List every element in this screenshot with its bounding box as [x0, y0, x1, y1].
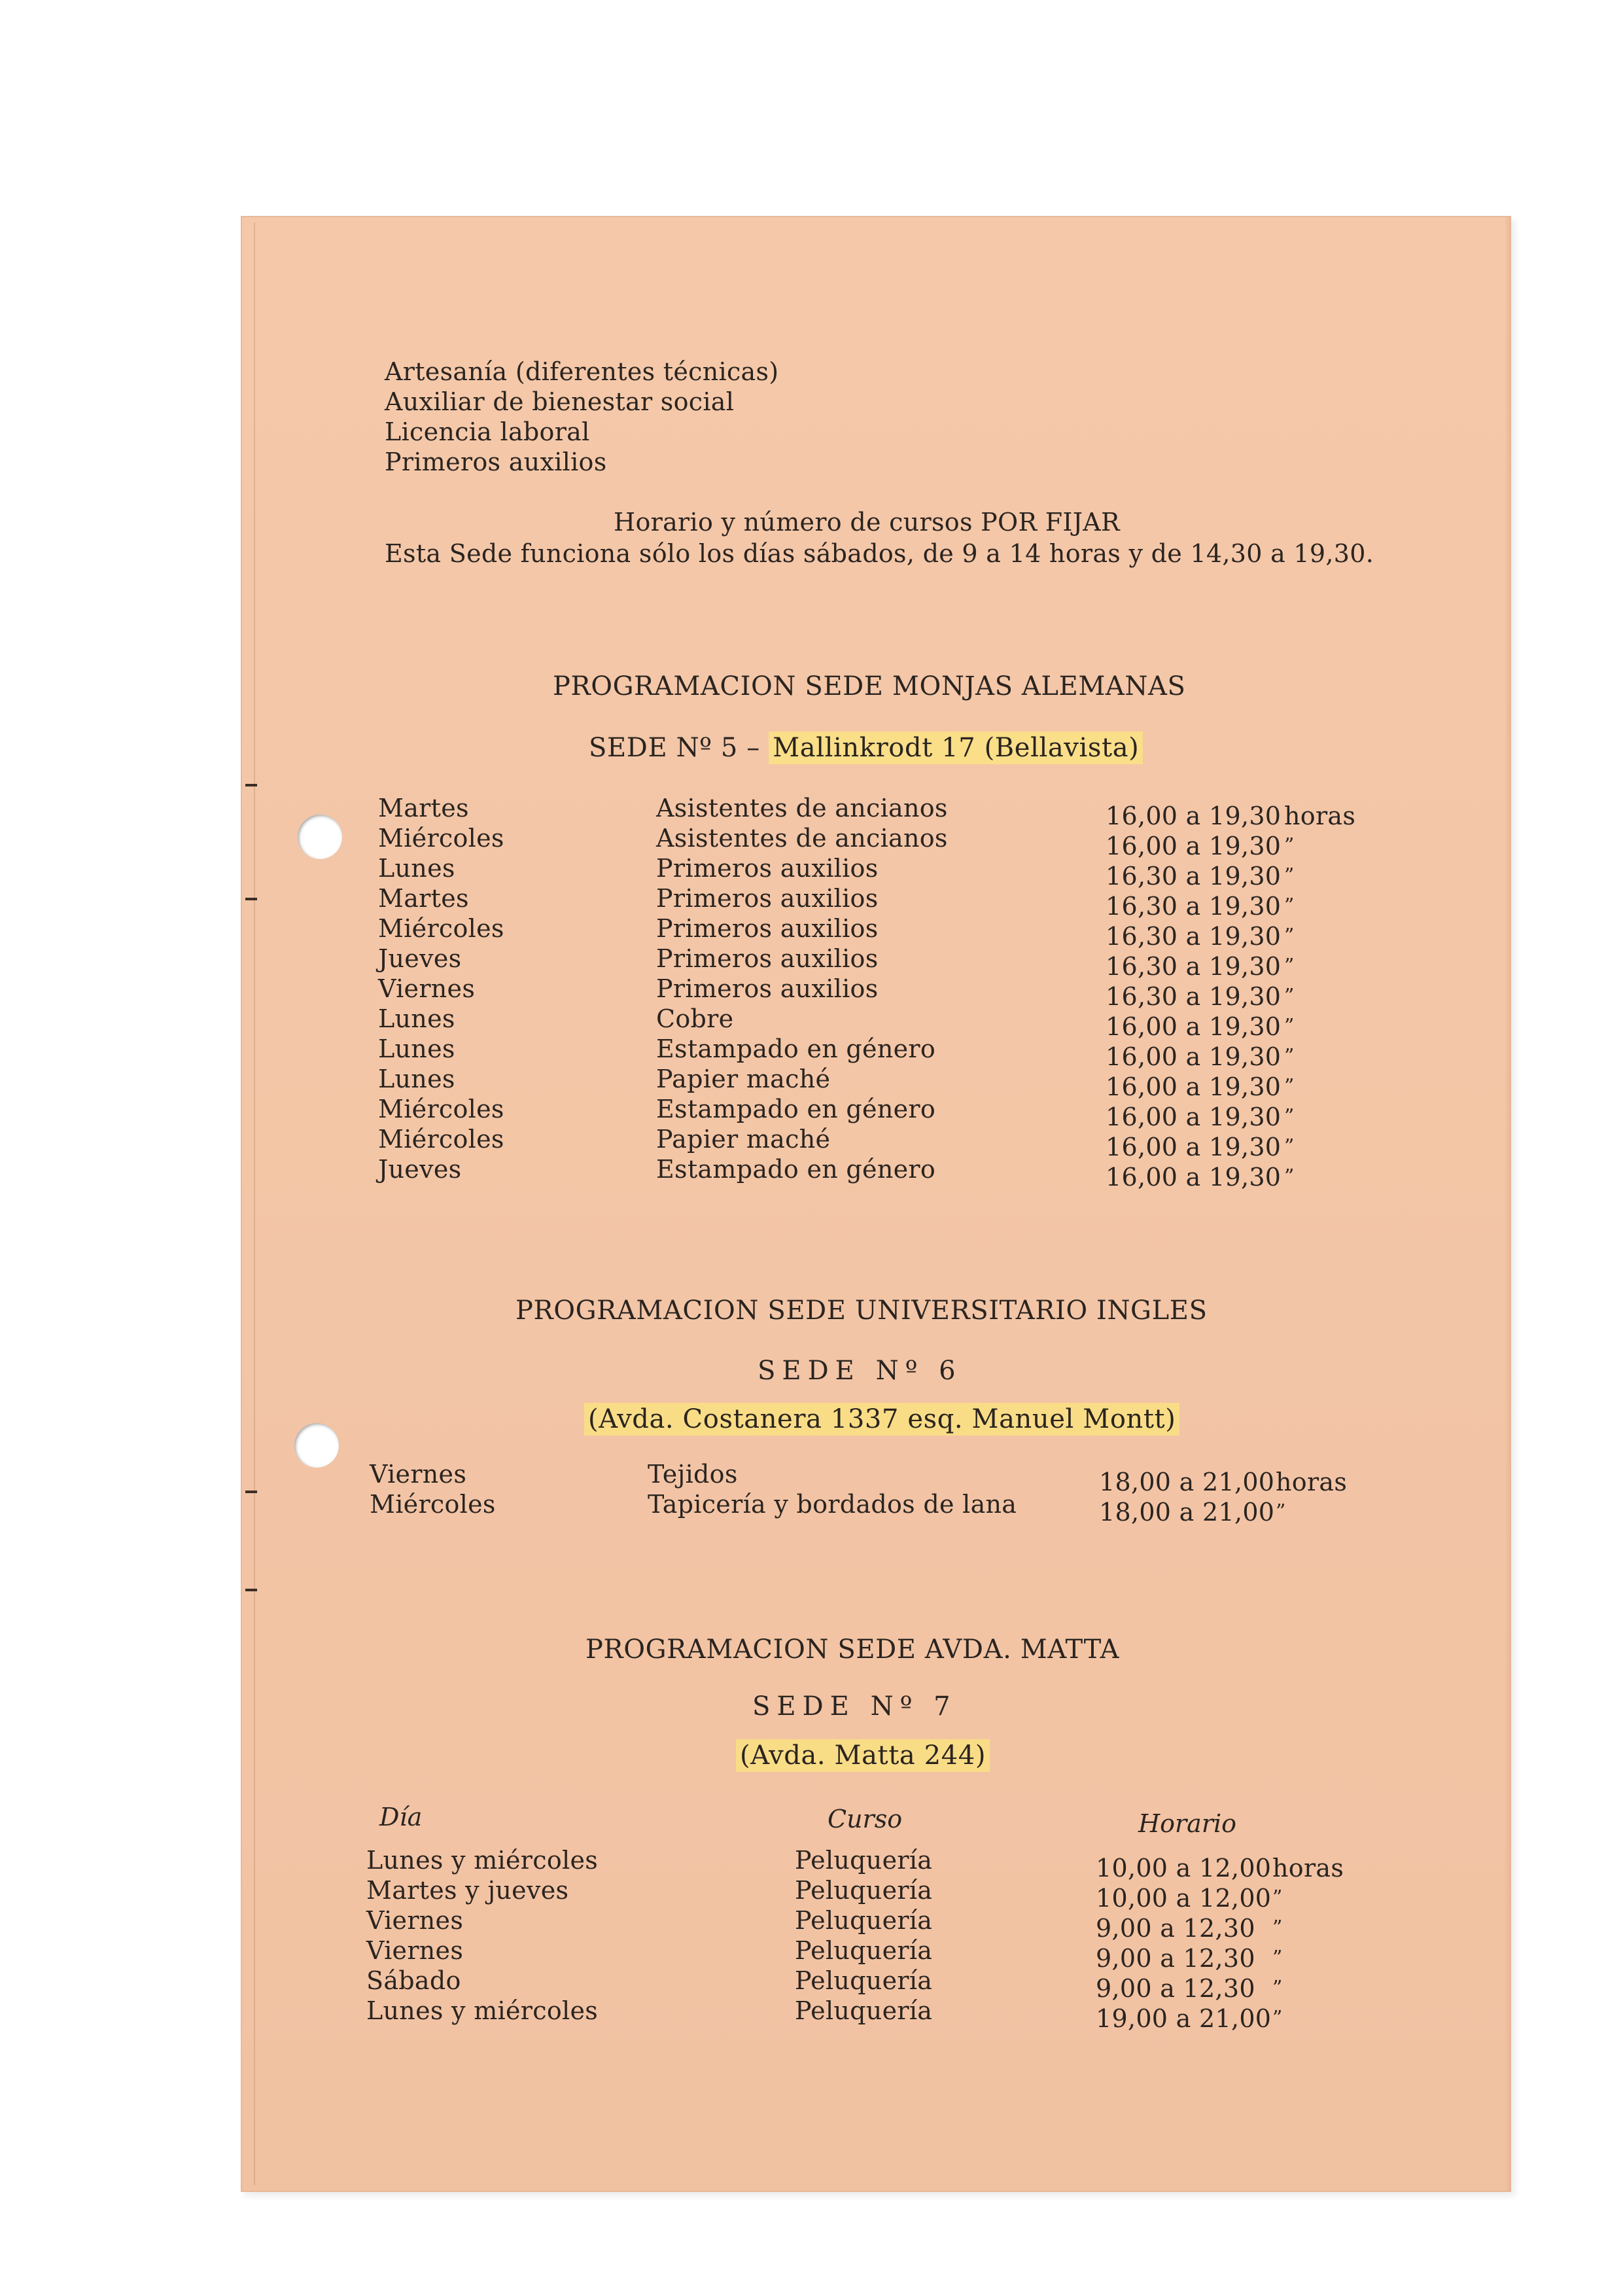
sede6-unit: horas — [1276, 1468, 1348, 1496]
sede6-number: SEDE Nº 6 — [758, 1356, 962, 1386]
sede5-time: 16,30 a 19,30 — [1106, 922, 1282, 951]
sede5-unit: ” — [1284, 1135, 1295, 1158]
sede5-unit: ” — [1284, 894, 1295, 917]
sede5-unit: ” — [1284, 864, 1295, 887]
intro-note: Horario y número de cursos POR FIJAR — [614, 508, 1120, 537]
sede7-unit: ” — [1272, 1886, 1283, 1909]
intro-item: Artesanía (diferentes técnicas) — [385, 357, 779, 386]
sede6-unit: ” — [1276, 1500, 1286, 1523]
sede7-day: Sábado — [366, 1966, 461, 1995]
sede5-day: Miércoles — [378, 824, 504, 853]
sede5-course: Cobre — [656, 1004, 734, 1033]
sede5-number — [589, 733, 1143, 763]
sede5-day: Lunes — [378, 1004, 455, 1033]
sede5-unit: ” — [1284, 1045, 1295, 1068]
sede7-time: 9,00 a 12,30 — [1096, 1974, 1255, 2003]
sede7-unit: horas — [1272, 1854, 1344, 1882]
sede6-address: (Avda. Costanera 1337 esq. Manuel Montt) — [584, 1403, 1179, 1436]
sede7-header-day: Día — [379, 1803, 423, 1831]
sede5-title: PROGRAMACION SEDE MONJAS ALEMANAS — [553, 671, 1186, 701]
sede7-course: Peluquería — [795, 1936, 933, 1965]
sede7-time: 9,00 a 12,30 — [1096, 1914, 1255, 1943]
sede7-day: Martes y jueves — [366, 1876, 569, 1905]
sede5-time: 16,00 a 19,30 — [1106, 1163, 1282, 1192]
sede5-unit: ” — [1284, 985, 1295, 1008]
sede5-course: Primeros auxilios — [656, 854, 879, 883]
binding-margin — [254, 222, 255, 2185]
sede5-day: Lunes — [378, 854, 455, 883]
sede6-day: Miércoles — [370, 1490, 496, 1519]
sede7-header-time: Horario — [1138, 1809, 1237, 1838]
sede5-unit: horas — [1284, 802, 1356, 830]
sede7-time: 19,00 a 21,00 — [1096, 2004, 1272, 2033]
sede5-unit: ” — [1284, 1165, 1295, 1188]
sede5-course: Papier maché — [656, 1065, 831, 1093]
punch-hole-bottom — [294, 1423, 339, 1468]
sede5-time: 16,30 a 19,30 — [1106, 892, 1282, 921]
sede7-time: 10,00 a 12,00 — [1096, 1854, 1272, 1882]
staple-mark — [245, 1491, 257, 1493]
intro-item: Licencia laboral — [385, 417, 590, 446]
sede5-course: Asistentes de ancianos — [656, 824, 948, 853]
staple-mark — [245, 784, 257, 786]
sede5-day: Martes — [378, 794, 469, 822]
sede5-day: Miércoles — [378, 1125, 504, 1154]
intro-item: Auxiliar de bienestar social — [385, 387, 735, 416]
sede5-day: Jueves — [378, 944, 462, 973]
sede7-course: Peluquería — [795, 1906, 933, 1935]
sede5-course: Estampado en género — [656, 1034, 936, 1063]
sede6-course: Tejidos — [648, 1460, 738, 1489]
sede5-day: Martes — [378, 884, 469, 913]
sede7-course: Peluquería — [795, 1876, 933, 1905]
sede7-day: Lunes y miércoles — [366, 1846, 599, 1875]
sede7-header-course: Curso — [828, 1805, 903, 1833]
sede5-course: Primeros auxilios — [656, 944, 879, 973]
sede5-time: 16,30 a 19,30 — [1106, 982, 1282, 1011]
sede7-time: 10,00 a 12,00 — [1096, 1884, 1272, 1913]
intro-item: Primeros auxilios — [385, 448, 607, 476]
staple-mark — [245, 898, 257, 900]
sede5-course: Estampado en género — [656, 1095, 936, 1123]
sede5-course: Asistentes de ancianos — [656, 794, 948, 822]
sede5-time: 16,00 a 19,30 — [1106, 1072, 1282, 1101]
sede7-day: Viernes — [366, 1936, 464, 1965]
sede5-day: Jueves — [378, 1155, 462, 1184]
sede7-unit: ” — [1272, 1977, 1283, 2000]
sede7-number: SEDE Nº 7 — [752, 1691, 957, 1722]
sede5-day: Miércoles — [378, 1095, 504, 1123]
sede6-course: Tapicería y bordados de lana — [648, 1490, 1017, 1519]
sede5-time: 16,00 a 19,30 — [1106, 1103, 1282, 1131]
sede6-time: 18,00 a 21,00 — [1099, 1498, 1275, 1527]
intro-note: Esta Sede funciona sólo los días sábados, de 9 a 14 horas y de 14,30 a 19,30. — [385, 539, 1374, 568]
sede5-day: Miércoles — [378, 914, 504, 943]
sede5-time: 16,00 a 19,30 — [1106, 1042, 1282, 1071]
sede5-time: 16,30 a 19,30 — [1106, 952, 1282, 981]
sede5-course: Primeros auxilios — [656, 884, 879, 913]
sede7-address-wrap — [736, 1740, 990, 1771]
staple-mark — [245, 1589, 257, 1591]
sede6-time: 18,00 a 21,00 — [1099, 1468, 1275, 1496]
sede5-day: Lunes — [378, 1034, 455, 1063]
sede5-unit: ” — [1284, 1105, 1295, 1128]
sede7-course: Peluquería — [795, 1846, 933, 1875]
sede6-address-wrap — [584, 1404, 1179, 1434]
sede5-time: 16,00 a 19,30 — [1106, 1012, 1282, 1041]
sede5-course: Estampado en género — [656, 1155, 936, 1184]
sede5-day: Viernes — [378, 974, 476, 1003]
punch-hole-top — [298, 815, 342, 859]
sede5-time: 16,00 a 19,30 — [1106, 832, 1282, 860]
sede7-unit: ” — [1272, 1947, 1283, 1969]
sede7-address: (Avda. Matta 244) — [736, 1739, 990, 1772]
sede5-course: Papier maché — [656, 1125, 831, 1154]
sede5-course: Primeros auxilios — [656, 914, 879, 943]
sede5-time: 16,30 a 19,30 — [1106, 862, 1282, 891]
sede6-day: Viernes — [370, 1460, 467, 1489]
sede7-course: Peluquería — [795, 1996, 933, 2025]
sede5-course: Primeros auxilios — [656, 974, 879, 1003]
sede5-unit: ” — [1284, 925, 1295, 947]
sede7-day: Lunes y miércoles — [366, 1996, 599, 2025]
sede5-address: Mallinkrodt 17 (Bellavista) — [769, 732, 1143, 764]
sede5-day: Lunes — [378, 1065, 455, 1093]
sede5-unit: ” — [1284, 1075, 1295, 1098]
sede7-day: Viernes — [366, 1906, 464, 1935]
sede5-number-label: SEDE Nº 5 – — [589, 733, 760, 763]
sede5-unit: ” — [1284, 1015, 1295, 1038]
sede7-unit: ” — [1272, 2007, 1283, 2030]
sede5-time: 16,00 a 19,30 — [1106, 1133, 1282, 1161]
sede7-time: 9,00 a 12,30 — [1096, 1944, 1255, 1973]
sede5-unit: ” — [1284, 834, 1295, 857]
sede5-unit: ” — [1284, 955, 1295, 978]
sede5-time: 16,00 a 19,30 — [1106, 802, 1282, 830]
sede7-unit: ” — [1272, 1916, 1283, 1939]
sede7-title: PROGRAMACION SEDE AVDA. MATTA — [585, 1634, 1120, 1665]
sede7-course: Peluquería — [795, 1966, 933, 1995]
sede6-title: PROGRAMACION SEDE UNIVERSITARIO INGLES — [515, 1296, 1208, 1326]
